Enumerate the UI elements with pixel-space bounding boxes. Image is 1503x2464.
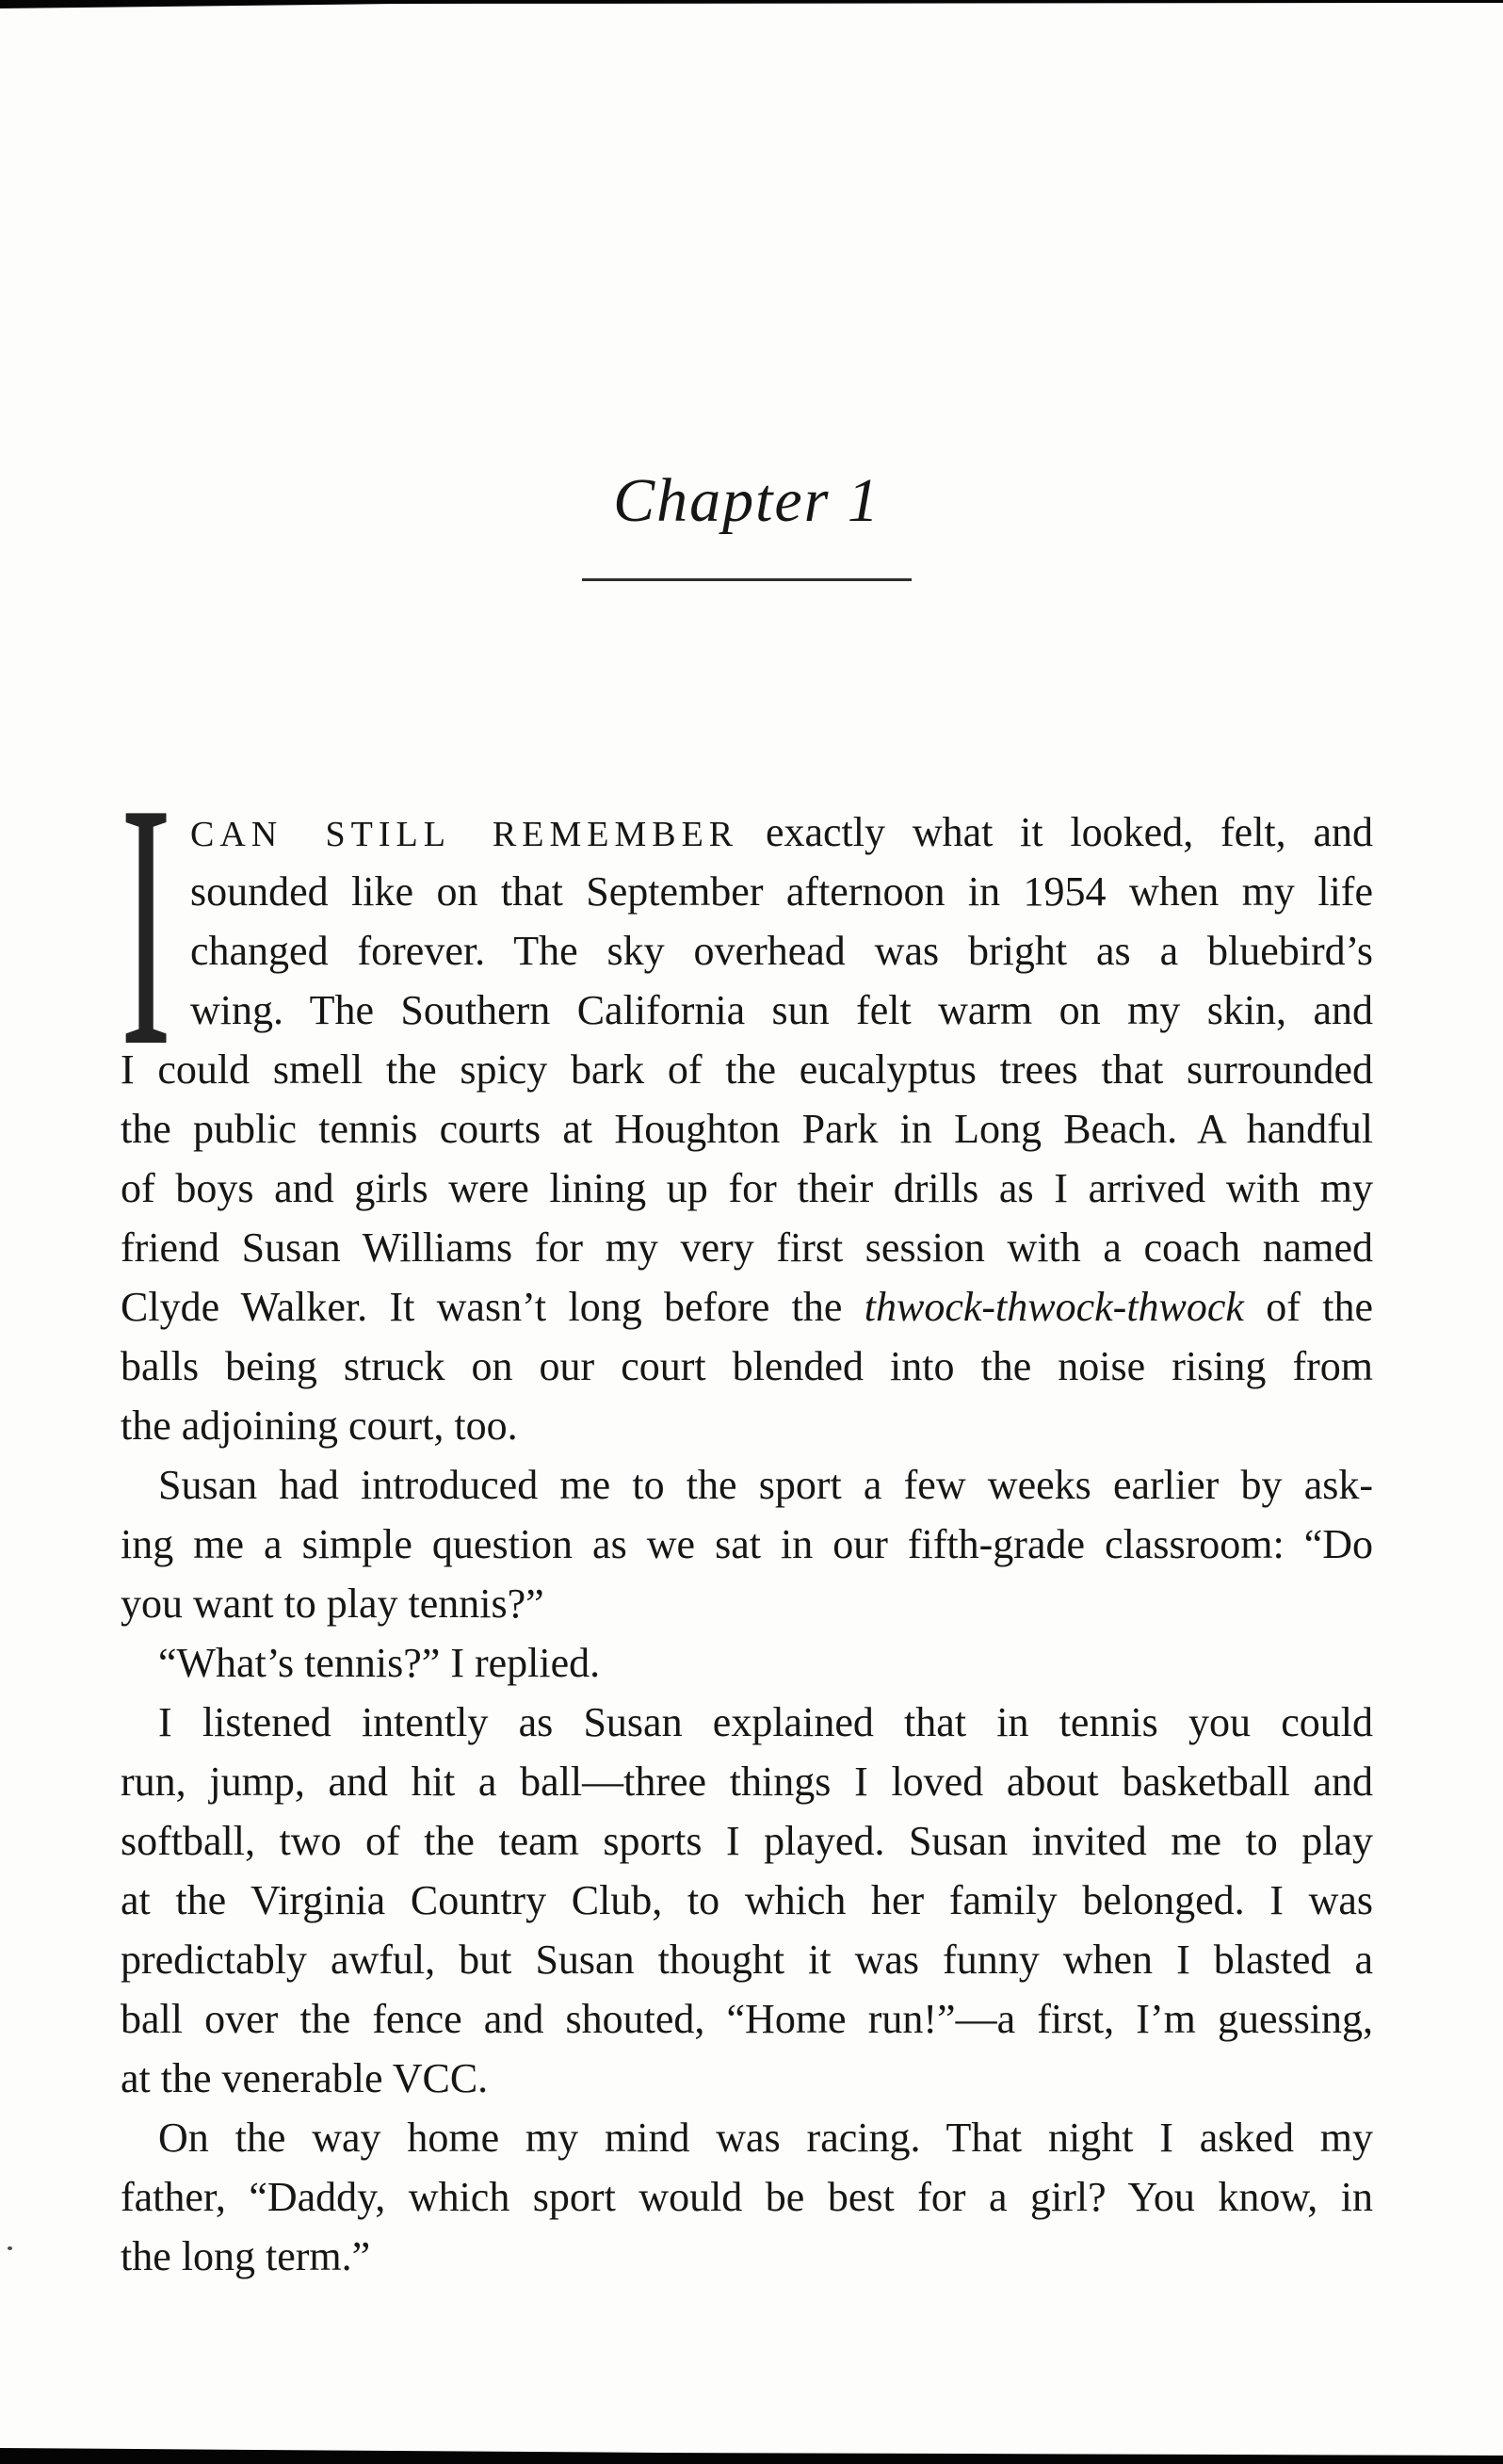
- text-line: [121, 1930, 1373, 1989]
- scan-edge-top: [0, 0, 1503, 8]
- text-segment: balls being struck on our court blended into the noise rising from: [121, 1343, 1373, 1389]
- text-segment: Susan had introduced me to the sport a few weeks earlier by ask-: [158, 1462, 1373, 1508]
- text-line: [121, 1871, 1373, 1930]
- text-segment: changed forever. The sky overhead was bright as a bluebird’s: [190, 928, 1373, 974]
- text-line: [121, 1515, 1373, 1574]
- text-segment: On the way home my mind was racing. That night I asked my: [158, 2115, 1373, 2161]
- ink-speck: [8, 2246, 12, 2250]
- text-line: [121, 1337, 1373, 1396]
- chapter-heading: Chapter 1: [613, 466, 881, 535]
- text-line: [121, 1277, 1373, 1337]
- text-segment: predictably awful, but Susan thought it was funny when I blasted a: [121, 1937, 1373, 1983]
- text-line: [121, 1752, 1373, 1811]
- paragraph: [121, 1633, 1373, 1693]
- text-line: [121, 1455, 1373, 1515]
- text-segment: friend Susan Williams for my very first session with a coach named: [121, 1224, 1373, 1271]
- text-line: [121, 2108, 1373, 2167]
- text-line: [121, 1159, 1373, 1218]
- paragraph: [121, 1455, 1373, 1633]
- text-line: [121, 1989, 1373, 2049]
- text-segment: of the: [1243, 1284, 1373, 1330]
- text-segment: run, jump, and hit a ball—three things I loved about basketball and: [121, 1759, 1373, 1805]
- text-segment: the long term.”: [121, 2233, 371, 2279]
- text-segment: I listened intently as Susan explained that in tennis you could: [158, 1699, 1373, 1745]
- text-line: [121, 1633, 1373, 1693]
- text-segment: softball, two of the team sports I played. Susan invited me to play: [121, 1818, 1373, 1864]
- paragraph: [121, 2108, 1373, 2286]
- text-segment: Clyde Walker. It wasn’t long before the: [121, 1284, 865, 1330]
- text-line: [121, 2049, 1373, 2108]
- chapter-heading-rule: [582, 578, 912, 581]
- body-text: [120, 732, 1373, 2286]
- text-segment: ing me a simple question as we sat in our fifth-grade classroom: “Do: [121, 1521, 1373, 1567]
- text-segment: I could smell the spicy bark of the eucalyptus trees that surrounded: [121, 1046, 1373, 1093]
- text-line: [121, 1693, 1373, 1752]
- text-segment: at the Virginia Country Club, to which her family belonged. I was: [121, 1877, 1373, 1923]
- text-segment: sounded like on that September afternoon in 1954 when my life: [190, 868, 1373, 915]
- text-segment: at the venerable VCC.: [121, 2055, 489, 2101]
- text-line: [121, 862, 1373, 921]
- text-segment: wing. The Southern California sun felt warm on my skin, and: [190, 987, 1373, 1033]
- text-segment: the adjoining court, too.: [121, 1402, 518, 1449]
- text-segment: the public tennis courts at Houghton Park in Long Beach. A handful: [121, 1106, 1373, 1152]
- text-line: [121, 2227, 1373, 2286]
- text-segment: “What’s tennis?” I replied.: [158, 1640, 601, 1686]
- small-caps-lead-in: CAN STILL REMEMBER: [190, 815, 739, 854]
- paragraph: [120, 732, 1373, 1455]
- text-line: [121, 1099, 1373, 1159]
- text-line: [121, 1218, 1373, 1277]
- paragraph: [121, 1693, 1373, 2108]
- text-line: [121, 2167, 1373, 2227]
- text-segment: of boys and girls were lining up for their drills as I arrived with my: [121, 1165, 1373, 1211]
- text-segment: you want to play tennis?”: [121, 1581, 544, 1627]
- text-segment: father, “Daddy, which sport would be best for a girl? You know, in: [121, 2174, 1373, 2220]
- scan-edge-bottom: [0, 2448, 1503, 2464]
- text-line: [121, 1040, 1373, 1099]
- text-line: [121, 981, 1373, 1040]
- text-line: [121, 1574, 1373, 1633]
- text-line: [121, 1396, 1373, 1455]
- text-line: [121, 921, 1373, 981]
- text-line: [121, 802, 1373, 862]
- text-line: [121, 1811, 1373, 1871]
- drop-cap-letter: I: [120, 732, 172, 1119]
- italic-phrase: thwock-thwock-thwock: [864, 1284, 1244, 1330]
- text-segment: exactly what it looked, felt, and: [738, 809, 1373, 855]
- text-segment: ball over the fence and shouted, “Home run!”—a first, I’m guessing,: [121, 1996, 1373, 2042]
